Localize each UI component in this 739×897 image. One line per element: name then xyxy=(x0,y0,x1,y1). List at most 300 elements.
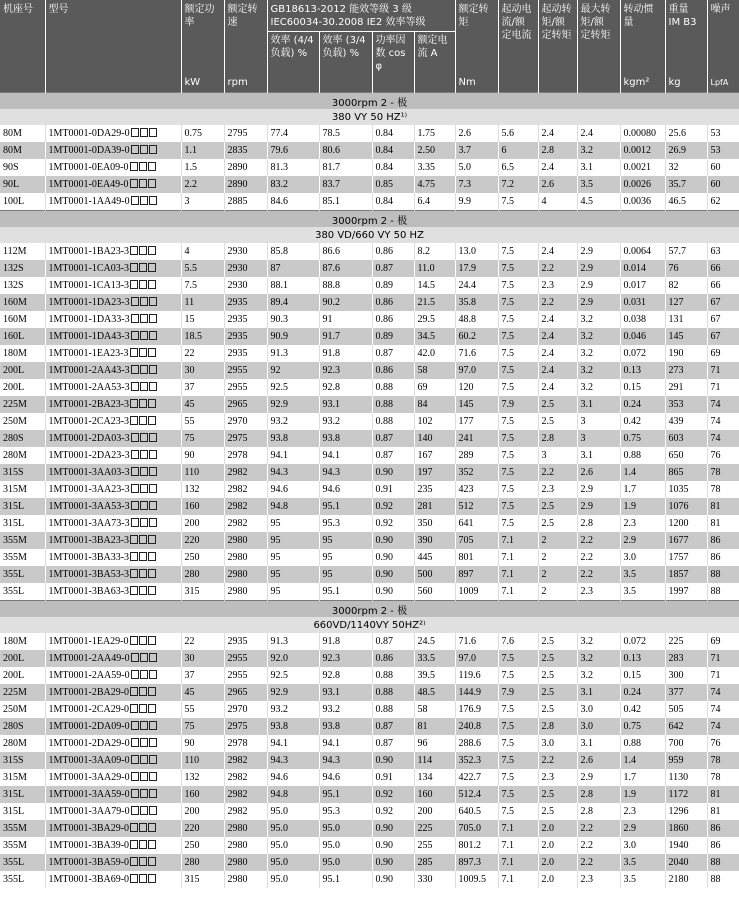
cell-current: 2.50 xyxy=(414,142,455,159)
cell-noise: 81 xyxy=(707,786,739,803)
col-rated-power: 额定功率 xyxy=(181,0,224,75)
cell-eff-3q: 95.1 xyxy=(319,498,372,515)
cell-frame: 132S xyxy=(0,260,45,277)
option-code-box xyxy=(130,687,138,696)
cell-max-torque: 3.2 xyxy=(577,362,620,379)
cell-eff-3q: 95.3 xyxy=(319,803,372,820)
cell-eff-full: 92.5 xyxy=(267,667,319,684)
cell-speed: 2795 xyxy=(224,125,267,142)
cell-weight: 127 xyxy=(665,294,707,311)
cell-power: 160 xyxy=(181,786,224,803)
cell-torque: 120 xyxy=(455,379,498,396)
cell-speed: 2890 xyxy=(224,159,267,176)
cell-current: 39.5 xyxy=(414,667,455,684)
cell-noise: 78 xyxy=(707,481,739,498)
cell-model: 1MT0001-3BA33-3 xyxy=(45,549,181,566)
cell-torque: 145 xyxy=(455,396,498,413)
cell-frame: 180M xyxy=(0,633,45,650)
cell-power-factor: 0.88 xyxy=(372,684,414,701)
cell-model: 1MT0001-3BA53-3 xyxy=(45,566,181,583)
cell-current: 560 xyxy=(414,583,455,601)
cell-torque: 641 xyxy=(455,515,498,532)
cell-weight: 603 xyxy=(665,430,707,447)
cell-start-current: 7.5 xyxy=(498,294,538,311)
cell-noise: 81 xyxy=(707,515,739,532)
section-voltage: 380 VD/660 VY 50 HZ xyxy=(0,227,739,243)
cell-start-torque: 2.4 xyxy=(538,379,577,396)
table-row xyxy=(0,583,739,601)
cell-inertia: 0.031 xyxy=(620,294,665,311)
cell-eff-full: 90.3 xyxy=(267,311,319,328)
cell-eff-3q: 90.2 xyxy=(319,294,372,311)
cell-frame: 200L xyxy=(0,379,45,396)
cell-speed: 2980 xyxy=(224,583,267,601)
cell-start-current: 7.5 xyxy=(498,193,538,211)
cell-start-torque: 2.6 xyxy=(538,176,577,193)
cell-start-torque: 3.0 xyxy=(538,735,577,752)
cell-start-current: 7.5 xyxy=(498,430,538,447)
cell-start-torque: 2.2 xyxy=(538,294,577,311)
cell-eff-full: 83.2 xyxy=(267,176,319,193)
cell-power-factor: 0.91 xyxy=(372,769,414,786)
cell-inertia: 1.9 xyxy=(620,498,665,515)
cell-eff-3q: 91 xyxy=(319,311,372,328)
cell-noise: 81 xyxy=(707,803,739,820)
option-code-box xyxy=(139,840,147,849)
cell-frame: 355L xyxy=(0,854,45,871)
section-voltage-row xyxy=(0,227,739,243)
cell-frame: 355M xyxy=(0,532,45,549)
cell-power-factor: 0.86 xyxy=(372,294,414,311)
cell-start-current: 7.5 xyxy=(498,718,538,735)
cell-noise: 78 xyxy=(707,769,739,786)
option-code-box xyxy=(148,416,156,425)
cell-current: 160 xyxy=(414,786,455,803)
cell-noise: 71 xyxy=(707,362,739,379)
cell-eff-full: 95.0 xyxy=(267,854,319,871)
cell-start-current: 7.1 xyxy=(498,854,538,871)
cell-torque: 7.3 xyxy=(455,176,498,193)
option-code-box xyxy=(149,670,157,679)
cell-torque: 289 xyxy=(455,447,498,464)
cell-current: 200 xyxy=(414,803,455,820)
cell-torque: 2.6 xyxy=(455,125,498,142)
option-code-box xyxy=(131,128,139,137)
cell-noise: 76 xyxy=(707,735,739,752)
table-row xyxy=(0,362,739,379)
cell-current: 81 xyxy=(414,718,455,735)
cell-start-torque: 2.5 xyxy=(538,413,577,430)
table-row xyxy=(0,413,739,430)
cell-torque: 897 xyxy=(455,566,498,583)
cell-max-torque: 2.6 xyxy=(577,752,620,769)
option-code-box xyxy=(140,806,148,815)
cell-start-torque: 2.4 xyxy=(538,243,577,260)
section-voltage-row xyxy=(0,617,739,633)
option-code-box xyxy=(130,348,138,357)
cell-power-factor: 0.86 xyxy=(372,243,414,260)
cell-noise: 60 xyxy=(707,159,739,176)
unit-speed: rpm xyxy=(224,75,267,93)
option-code-box xyxy=(149,653,157,662)
cell-noise: 78 xyxy=(707,752,739,769)
cell-torque: 801.2 xyxy=(455,837,498,854)
cell-inertia: 0.046 xyxy=(620,328,665,345)
cell-power: 22 xyxy=(181,633,224,650)
cell-start-current: 7.5 xyxy=(498,345,538,362)
cell-current: 3.35 xyxy=(414,159,455,176)
cell-power: 11 xyxy=(181,294,224,311)
option-code-box xyxy=(149,738,157,747)
option-code-box xyxy=(148,280,156,289)
cell-torque: 144.9 xyxy=(455,684,498,701)
cell-torque: 71.6 xyxy=(455,633,498,650)
table-row xyxy=(0,837,739,854)
cell-frame: 315L xyxy=(0,515,45,532)
section-title-row xyxy=(0,93,739,110)
cell-torque: 5.0 xyxy=(455,159,498,176)
table-row xyxy=(0,481,739,498)
cell-frame: 315S xyxy=(0,464,45,481)
table-row xyxy=(0,650,739,667)
cell-power-factor: 0.86 xyxy=(372,311,414,328)
cell-eff-3q: 86.6 xyxy=(319,243,372,260)
cell-power-factor: 0.90 xyxy=(372,549,414,566)
cell-start-current: 7.5 xyxy=(498,328,538,345)
cell-start-torque: 4 xyxy=(538,193,577,211)
cell-noise: 71 xyxy=(707,667,739,684)
cell-noise: 62 xyxy=(707,193,739,211)
cell-model: 1MT0001-3AA79-0 xyxy=(45,803,181,820)
option-code-box xyxy=(148,246,156,255)
cell-inertia: 0.15 xyxy=(620,667,665,684)
cell-model: 1MT0001-2AA43-3 xyxy=(45,362,181,379)
cell-torque: 897.3 xyxy=(455,854,498,871)
cell-power: 132 xyxy=(181,481,224,498)
cell-power: 132 xyxy=(181,769,224,786)
option-code-box xyxy=(139,586,147,595)
cell-speed: 2975 xyxy=(224,718,267,735)
cell-eff-full: 95.0 xyxy=(267,820,319,837)
option-code-box xyxy=(149,331,157,340)
option-code-box xyxy=(148,535,156,544)
option-code-box xyxy=(130,823,138,832)
section-title: 3000rpm 2 - 极 xyxy=(0,601,739,618)
cell-eff-3q: 87.6 xyxy=(319,260,372,277)
col-rated-current: 额定电流 A xyxy=(414,32,455,76)
option-code-box xyxy=(130,586,138,595)
cell-frame: 200L xyxy=(0,362,45,379)
option-code-box xyxy=(131,806,139,815)
cell-model: 1MT0001-3AA59-0 xyxy=(45,786,181,803)
cell-eff-3q: 95.0 xyxy=(319,854,372,871)
cell-weight: 865 xyxy=(665,464,707,481)
option-code-box xyxy=(130,179,138,188)
option-code-box xyxy=(140,145,148,154)
cell-speed: 2965 xyxy=(224,684,267,701)
option-code-box xyxy=(130,280,138,289)
cell-model: 1MT0001-2BA23-3 xyxy=(45,396,181,413)
cell-speed: 2975 xyxy=(224,430,267,447)
cell-torque: 422.7 xyxy=(455,769,498,786)
cell-start-torque: 2.5 xyxy=(538,803,577,820)
cell-noise: 66 xyxy=(707,277,739,294)
cell-power: 7.5 xyxy=(181,277,224,294)
cell-model: 1MT0001-1EA23-3 xyxy=(45,345,181,362)
unit-torque: Nm xyxy=(455,75,498,93)
cell-start-current: 7.5 xyxy=(498,481,538,498)
cell-noise: 74 xyxy=(707,413,739,430)
cell-noise: 86 xyxy=(707,837,739,854)
cell-torque: 512.4 xyxy=(455,786,498,803)
cell-eff-3q: 80.6 xyxy=(319,142,372,159)
cell-power: 30 xyxy=(181,362,224,379)
cell-eff-full: 93.2 xyxy=(267,701,319,718)
cell-power-factor: 0.85 xyxy=(372,176,414,193)
cell-speed: 2935 xyxy=(224,294,267,311)
option-code-box xyxy=(140,484,148,493)
cell-start-torque: 2.4 xyxy=(538,125,577,142)
table-row xyxy=(0,820,739,837)
cell-model: 1MT0001-0DA39-0 xyxy=(45,142,181,159)
table-row xyxy=(0,294,739,311)
cell-model: 1MT0001-2BA29-0 xyxy=(45,684,181,701)
cell-weight: 2180 xyxy=(665,871,707,888)
table-row xyxy=(0,142,739,159)
option-code-box xyxy=(149,314,157,323)
cell-start-torque: 2.5 xyxy=(538,786,577,803)
option-code-box xyxy=(130,263,138,272)
option-code-box xyxy=(148,348,156,357)
cell-inertia: 1.4 xyxy=(620,464,665,481)
cell-torque: 17.9 xyxy=(455,260,498,277)
cell-power: 37 xyxy=(181,667,224,684)
cell-model: 1MT0001-2AA49-0 xyxy=(45,650,181,667)
cell-eff-full: 85.8 xyxy=(267,243,319,260)
cell-speed: 2982 xyxy=(224,498,267,515)
option-code-box xyxy=(140,314,148,323)
cell-speed: 2970 xyxy=(224,413,267,430)
cell-model: 1MT0001-0EA09-0 xyxy=(45,159,181,176)
cell-speed: 2930 xyxy=(224,243,267,260)
table-body xyxy=(0,93,739,889)
cell-inertia: 3.0 xyxy=(620,837,665,854)
option-code-box xyxy=(130,704,138,713)
cell-model: 1MT0001-3AA29-0 xyxy=(45,769,181,786)
cell-weight: 46.5 xyxy=(665,193,707,211)
cell-eff-3q: 91.8 xyxy=(319,345,372,362)
option-code-box xyxy=(148,874,156,883)
cell-frame: 200L xyxy=(0,667,45,684)
cell-power-factor: 0.88 xyxy=(372,413,414,430)
cell-eff-3q: 93.8 xyxy=(319,430,372,447)
cell-inertia: 0.0021 xyxy=(620,159,665,176)
cell-start-torque: 2.5 xyxy=(538,515,577,532)
cell-power-factor: 0.87 xyxy=(372,447,414,464)
cell-start-torque: 2.2 xyxy=(538,260,577,277)
cell-current: 11.0 xyxy=(414,260,455,277)
cell-power-factor: 0.90 xyxy=(372,871,414,888)
cell-start-torque: 2 xyxy=(538,532,577,549)
cell-current: 350 xyxy=(414,515,455,532)
cell-model: 1MT0001-3AA73-3 xyxy=(45,515,181,532)
cell-current: 58 xyxy=(414,701,455,718)
cell-speed: 2955 xyxy=(224,379,267,396)
cell-start-current: 7.1 xyxy=(498,549,538,566)
cell-weight: 1940 xyxy=(665,837,707,854)
cell-current: 96 xyxy=(414,735,455,752)
cell-power-factor: 0.92 xyxy=(372,786,414,803)
cell-power-factor: 0.88 xyxy=(372,396,414,413)
col-eff-3q: 效率 (3/4 负载) % xyxy=(319,32,372,76)
cell-power-factor: 0.84 xyxy=(372,125,414,142)
cell-eff-full: 95.0 xyxy=(267,871,319,888)
cell-power-factor: 0.90 xyxy=(372,464,414,481)
cell-eff-3q: 94.6 xyxy=(319,481,372,498)
cell-torque: 48.8 xyxy=(455,311,498,328)
cell-eff-3q: 93.1 xyxy=(319,396,372,413)
cell-noise: 86 xyxy=(707,549,739,566)
cell-start-current: 7.5 xyxy=(498,379,538,396)
cell-weight: 145 xyxy=(665,328,707,345)
option-code-box xyxy=(139,416,147,425)
cell-frame: 280S xyxy=(0,718,45,735)
cell-noise: 67 xyxy=(707,311,739,328)
option-code-box xyxy=(140,128,148,137)
cell-torque: 801 xyxy=(455,549,498,566)
option-code-box xyxy=(140,297,148,306)
cell-eff-3q: 95.1 xyxy=(319,871,372,888)
cell-power-factor: 0.92 xyxy=(372,515,414,532)
cell-speed: 2982 xyxy=(224,481,267,498)
cell-power: 250 xyxy=(181,837,224,854)
cell-power-factor: 0.90 xyxy=(372,566,414,583)
option-code-box xyxy=(140,196,148,205)
cell-frame: 160M xyxy=(0,311,45,328)
cell-frame: 180M xyxy=(0,345,45,362)
cell-start-torque: 2.0 xyxy=(538,854,577,871)
cell-noise: 66 xyxy=(707,260,739,277)
cell-inertia: 0.072 xyxy=(620,633,665,650)
cell-max-torque: 2.4 xyxy=(577,125,620,142)
table-row xyxy=(0,328,739,345)
table-row xyxy=(0,396,739,413)
cell-frame: 315M xyxy=(0,481,45,498)
cell-weight: 225 xyxy=(665,633,707,650)
cell-model: 1MT0001-2DA03-3 xyxy=(45,430,181,447)
option-code-box xyxy=(148,857,156,866)
table-row xyxy=(0,243,739,260)
cell-weight: 439 xyxy=(665,413,707,430)
cell-power: 2.2 xyxy=(181,176,224,193)
option-code-box xyxy=(130,416,138,425)
cell-current: 33.5 xyxy=(414,650,455,667)
cell-weight: 1857 xyxy=(665,566,707,583)
cell-start-torque: 2.4 xyxy=(538,311,577,328)
cell-power: 22 xyxy=(181,345,224,362)
col-frame: 机座号 xyxy=(0,0,45,75)
cell-start-current: 7.5 xyxy=(498,362,538,379)
cell-power: 4 xyxy=(181,243,224,260)
option-code-box xyxy=(140,772,148,781)
cell-power-factor: 0.87 xyxy=(372,430,414,447)
cell-eff-3q: 95 xyxy=(319,549,372,566)
option-code-box xyxy=(130,840,138,849)
option-code-box xyxy=(130,857,138,866)
cell-frame: 112M xyxy=(0,243,45,260)
cell-current: 330 xyxy=(414,871,455,888)
cell-current: 140 xyxy=(414,430,455,447)
cell-power: 200 xyxy=(181,515,224,532)
cell-max-torque: 2.3 xyxy=(577,583,620,601)
cell-eff-3q: 93.8 xyxy=(319,718,372,735)
cell-eff-3q: 92.8 xyxy=(319,667,372,684)
cell-eff-3q: 95.0 xyxy=(319,837,372,854)
cell-torque: 288.6 xyxy=(455,735,498,752)
cell-power: 315 xyxy=(181,871,224,888)
cell-weight: 1997 xyxy=(665,583,707,601)
cell-start-torque: 2.4 xyxy=(538,159,577,176)
option-code-box xyxy=(130,535,138,544)
cell-start-torque: 2.5 xyxy=(538,650,577,667)
cell-power-factor: 0.90 xyxy=(372,583,414,601)
cell-start-current: 7.5 xyxy=(498,498,538,515)
cell-max-torque: 3.2 xyxy=(577,328,620,345)
cell-inertia: 2.9 xyxy=(620,820,665,837)
col-eff-full: 效率 (4/4 负载) % xyxy=(267,32,319,76)
cell-power-factor: 0.92 xyxy=(372,803,414,820)
cell-weight: 76 xyxy=(665,260,707,277)
cell-eff-full: 94.6 xyxy=(267,481,319,498)
cell-speed: 2978 xyxy=(224,447,267,464)
cell-start-torque: 2 xyxy=(538,549,577,566)
cell-inertia: 0.75 xyxy=(620,430,665,447)
cell-noise: 63 xyxy=(707,243,739,260)
option-code-box xyxy=(149,145,157,154)
cell-frame: 355M xyxy=(0,820,45,837)
cell-current: 225 xyxy=(414,820,455,837)
cell-speed: 2980 xyxy=(224,532,267,549)
option-code-box xyxy=(140,738,148,747)
cell-torque: 240.8 xyxy=(455,718,498,735)
cell-start-torque: 2.5 xyxy=(538,396,577,413)
cell-start-current: 7.5 xyxy=(498,277,538,294)
cell-power-factor: 0.89 xyxy=(372,328,414,345)
cell-weight: 1677 xyxy=(665,532,707,549)
cell-torque: 352 xyxy=(455,464,498,481)
table-row xyxy=(0,871,739,888)
cell-power-factor: 0.90 xyxy=(372,820,414,837)
cell-power-factor: 0.88 xyxy=(372,379,414,396)
cell-start-torque: 2.5 xyxy=(538,684,577,701)
cell-start-current: 7.5 xyxy=(498,667,538,684)
cell-power-factor: 0.91 xyxy=(372,481,414,498)
cell-frame: 355L xyxy=(0,871,45,888)
table-row xyxy=(0,803,739,820)
option-code-box xyxy=(131,297,139,306)
option-code-box xyxy=(149,433,157,442)
option-code-box xyxy=(131,331,139,340)
cell-noise: 69 xyxy=(707,345,739,362)
option-code-box xyxy=(131,755,139,764)
cell-model: 1MT0001-1DA23-3 xyxy=(45,294,181,311)
option-code-box xyxy=(131,670,139,679)
cell-frame: 132S xyxy=(0,277,45,294)
table-row xyxy=(0,430,739,447)
cell-eff-full: 94.8 xyxy=(267,786,319,803)
cell-inertia: 0.0026 xyxy=(620,176,665,193)
option-code-box xyxy=(139,535,147,544)
